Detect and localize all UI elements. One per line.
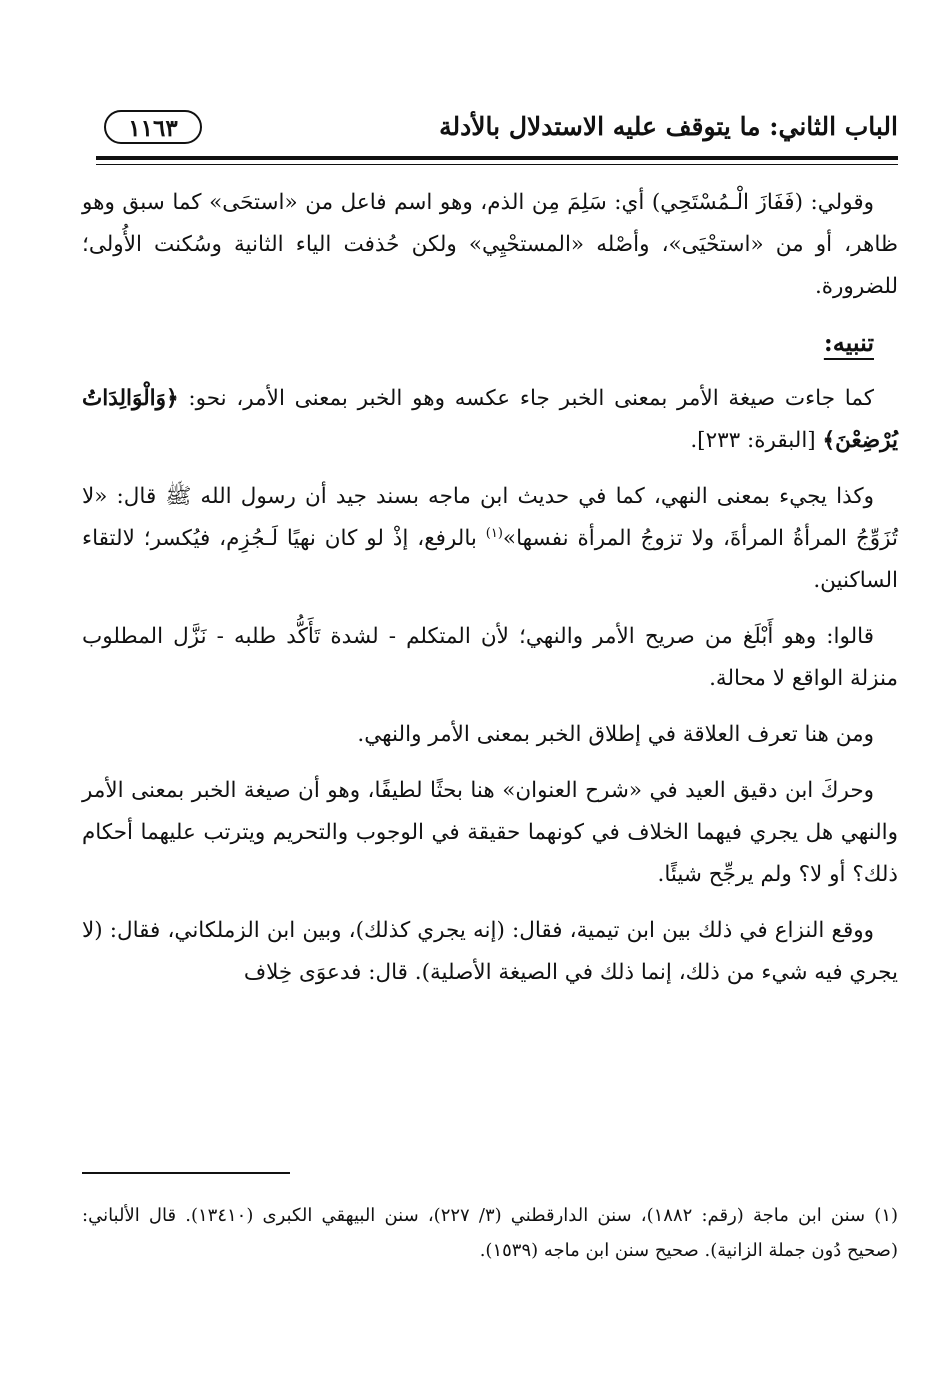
- paragraph: [82, 476, 898, 602]
- paragraph-text: بالرفع، إذْ لو كان نهيًا لَـجُزِم، فيُكسر؛ لالتقاء الساكنين.: [82, 526, 898, 593]
- footnote: (١) سنن ابن ماجة (رقم: ١٨٨٢)، سنن الدارقطني (٣/ ٢٢٧)، سنن البيهقي الكبرى (١٣٤١٠). قال الألباني: (صحيح دُون جملة الزانية). صحيح سنن ابن ماجه (١٥٣٩).: [82, 1205, 899, 1261]
- paragraph: ووقع النزاع في ذلك بين ابن تيمية، فقال: (إنه يجري كذلك)، وبين ابن الزملكاني، فقال: (لا يجري فيه شيء من ذلك، إنما ذلك في الصيغة الأصلية). قال: فدعوَى خِلاف: [82, 918, 898, 985]
- paragraph: [82, 378, 898, 462]
- footnotes: [82, 1198, 898, 1268]
- verse-reference: [البقرة: ٢٣٣].: [690, 428, 823, 453]
- paragraph-text: وكذا يجيء بمعنى النهي، كما في حديث ابن ماجه بسند جيد أن رسول الله ﷺ قال: «لا تُزَوِّجُ المرأةُ المرأةَ، ولا تزوجُ المرأة نفسها»: [82, 484, 898, 551]
- header-rule-thin: [96, 164, 898, 165]
- paragraph: وحركَ ابن دقيق العيد في «شرح العنوان» هنا بحثًا لطيفًا، وهو أن صيغة الخبر بمعنى الأمر والنهي هل يجري فيهما الخلاف في كونهما حقيقة في الوجوب والتحريم ويترتب عليهما أحكام ذلك؟ أو لا؟ ولم يرجِّح شيئًا.: [82, 778, 898, 887]
- paragraph: وقولي: (فَفَازَ الْـمُسْتَحِي) أي: سَلِمَ مِن الذم، وهو اسم فاعل من «استحَى» كما سبق وهو ظاهر، أو من «استحْيَى»، وأصْله «المستحْيِي» ولكن حُذفت الياء الثانية وسُكنت الأُولى؛ للضرورة.: [82, 190, 898, 299]
- quran-verse: ﴿وَالْوَالِدَاتُ يُرْضِعْنَ﴾: [82, 386, 898, 453]
- running-header: [82, 108, 898, 152]
- paragraph: قالوا: وهو أَبْلَغ من صريح الأمر والنهي؛ لأن المتكلم - لشدة تَأَكُّد طلبه - نَزَّل المطلوب منزلة الواقع لا محالة.: [82, 624, 898, 691]
- page-number: ١١٦٣: [104, 110, 202, 144]
- header-rule: [96, 156, 898, 160]
- footnote-marker[interactable]: (١): [485, 525, 503, 541]
- paragraph-text: كما جاءت صيغة الأمر بمعنى الخبر جاء عكسه وهو الخبر بمعنى الأمر، نحو:: [178, 386, 874, 411]
- body-text: [82, 182, 898, 1008]
- book-page: [82, 100, 898, 1360]
- footnote-separator: [82, 1172, 290, 1174]
- section-heading: تنبيه:: [823, 328, 874, 357]
- paragraph: ومن هنا تعرف العلاقة في إطلاق الخبر بمعنى الأمر والنهي.: [357, 722, 874, 747]
- chapter-title: الباب الثاني: ما يتوقف عليه الاستدلال بالأدلة: [439, 112, 898, 141]
